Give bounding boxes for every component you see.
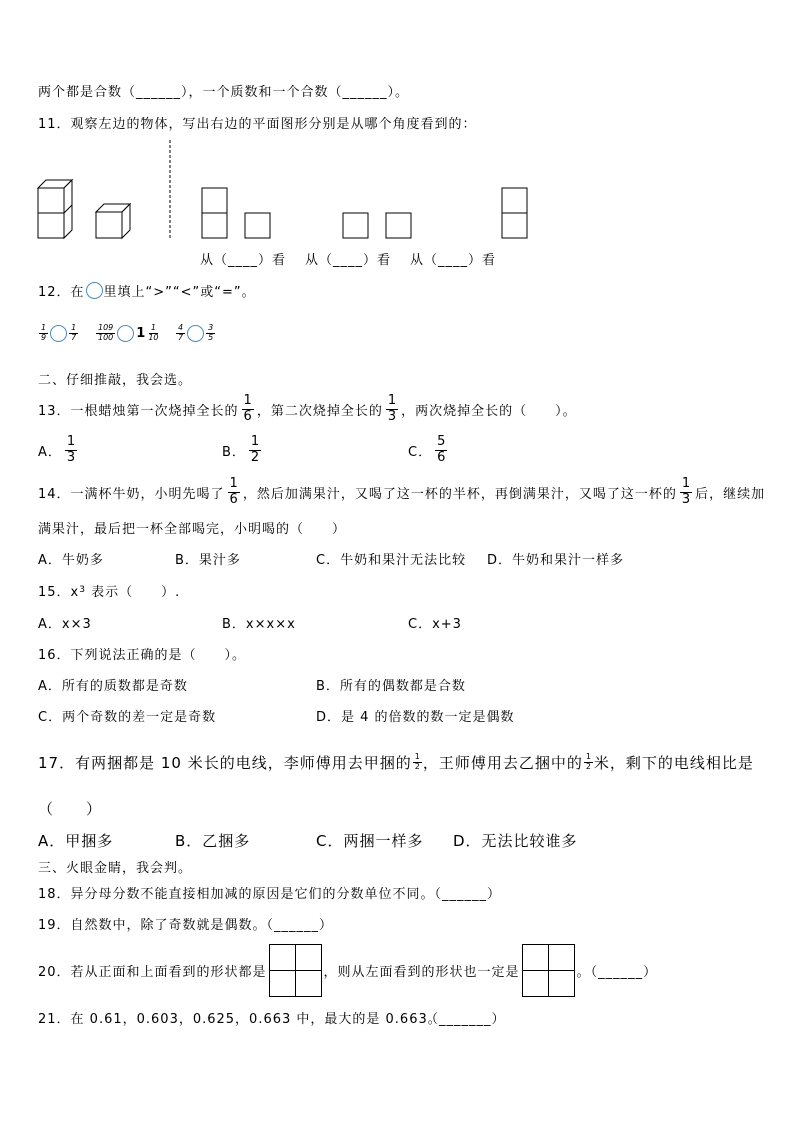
- q14-option-a: A．牛奶多: [38, 552, 104, 568]
- circle-icon: [187, 325, 204, 342]
- fraction: [386, 394, 398, 425]
- q19-statement: 19．自然数中，除了奇数就是偶数。（______）: [38, 917, 334, 933]
- view-shape-2: [343, 213, 411, 238]
- q20-text: ，则从左面看到的形状也一定是: [323, 964, 520, 980]
- q14-prompt-line2: 满果汁，最后把一杯全部喝完，小明喝的（ ）: [38, 521, 347, 537]
- denominator: 2: [250, 449, 260, 465]
- q17-option-c: C．两捆一样多: [316, 831, 424, 850]
- numerator: 1: [229, 475, 238, 491]
- numerator: 1: [71, 322, 77, 332]
- numerator: 1: [585, 752, 591, 762]
- q17-text: 米，剩下的电线相比是: [593, 753, 754, 772]
- q13-option-b: [222, 432, 264, 468]
- denominator: 10: [148, 332, 159, 342]
- q17-text: ，王师傅用去乙捆中的: [422, 753, 583, 772]
- q14-option-b: B．果汁多: [175, 552, 241, 568]
- q17-prompt-line2: （ ）: [38, 799, 103, 818]
- denominator: 7: [178, 332, 184, 342]
- q13-text: 13．一根蜡烛第一次烧掉全长的: [38, 403, 239, 419]
- q20-statement: [38, 943, 657, 997]
- numerator: 1: [387, 392, 397, 408]
- numerator: 1: [414, 752, 420, 762]
- q12-compare-pair: [175, 321, 216, 345]
- option-label: B．: [222, 444, 246, 460]
- q13-text: ，两次烧掉全长的（ ）。: [401, 403, 577, 419]
- denominator: 7: [71, 332, 77, 342]
- numerator: 1: [250, 433, 260, 449]
- numerator: 1: [41, 322, 47, 332]
- two-by-two-grid-shape: [522, 944, 575, 997]
- q10-continuation: 两个都是合数（______），一个质数和一个合数（______）。: [38, 84, 410, 100]
- view-square: [202, 213, 227, 238]
- numerator: 1: [681, 475, 691, 491]
- q13-option-c: [408, 432, 450, 468]
- denominator: 5: [208, 332, 214, 342]
- cube-face: [38, 188, 64, 213]
- q14-prompt-line1: [38, 474, 765, 510]
- q14-option-d: D．牛奶和果汁一样多: [487, 552, 625, 568]
- view-square: [343, 213, 368, 238]
- denominator: 2: [585, 761, 591, 771]
- circle-icon: [50, 325, 67, 342]
- q13-prompt: [38, 391, 577, 427]
- cube-face: [96, 212, 122, 238]
- fraction: [584, 753, 593, 771]
- fraction: [39, 324, 48, 343]
- q11-view-label: 从（____）看: [305, 252, 392, 268]
- numerator: 5: [437, 433, 446, 449]
- denominator: 100: [98, 332, 114, 342]
- numerator: 109: [98, 322, 114, 332]
- two-by-two-grid-shape: [269, 944, 322, 997]
- fraction: [176, 324, 185, 343]
- single-cube-drawing: [96, 204, 130, 238]
- q20-text: 。（______）: [576, 964, 658, 980]
- stacked-cubes-drawing: [38, 180, 72, 238]
- q11-view-label: 从（____）看: [410, 252, 497, 268]
- q14-text: 14．一满杯牛奶，小明先喝了: [38, 486, 225, 502]
- fraction: [680, 477, 692, 508]
- numerator: 1: [66, 433, 76, 449]
- q16-option-d: D．是 4 的倍数的数一定是偶数: [316, 709, 515, 725]
- q16-prompt: 16．下列说法正确的是（ ）。: [38, 647, 247, 663]
- fraction: [96, 324, 115, 343]
- numerator: 3: [208, 322, 214, 332]
- numerator: 4: [178, 322, 184, 332]
- fraction: [242, 394, 254, 425]
- q12-compare-pair: [95, 321, 162, 345]
- q17-option-a: A．甲捆多: [38, 831, 114, 850]
- q12-prompt: [38, 280, 256, 300]
- q18-statement: 18．异分母分数不能直接相加减的原因是它们的分数单位不同。（______）: [38, 886, 502, 902]
- q16-option-b: B．所有的偶数都是合数: [316, 678, 466, 694]
- q15-prompt: 15．x 3 表示（ ）.: [38, 580, 180, 600]
- denominator: 6: [437, 449, 446, 465]
- q15-option-b: B．x×x×x: [222, 616, 296, 632]
- q21-statement: 21．在 0.61，0.603，0.625，0.663 中，最大的是 0.663。: [38, 1011, 442, 1027]
- denominator: 3: [681, 491, 691, 507]
- fraction: [249, 435, 261, 466]
- q17-option-b: B．乙捆多: [175, 831, 251, 850]
- denominator: 6: [243, 408, 252, 424]
- q14-option-c: C．牛奶和果汁无法比较: [316, 552, 467, 568]
- q11-view-label: 从（____）看: [200, 252, 287, 268]
- q12-prompt-before: 12．在: [38, 284, 85, 300]
- view-shape-3: [502, 188, 527, 238]
- view-square: [245, 213, 270, 238]
- q16-option-c: C．两个奇数的差一定是奇数: [38, 709, 217, 725]
- denominator: 2: [414, 761, 420, 771]
- view-square: [386, 213, 411, 238]
- q11-figure: [0, 135, 560, 245]
- q13-text: ，第二次烧掉全长的: [256, 403, 383, 419]
- q14-text: 后，继续加: [695, 486, 766, 502]
- q15-text: 表示（ ）.: [85, 584, 181, 600]
- circle-icon: [117, 325, 134, 342]
- q16-option-a: A．所有的质数都是奇数: [38, 678, 188, 694]
- denominator: 3: [387, 408, 397, 424]
- option-label: C．: [408, 444, 433, 460]
- whole-number: 1: [136, 325, 146, 341]
- denominator: 9: [41, 332, 47, 342]
- numerator: 1: [243, 392, 252, 408]
- fraction: [65, 435, 77, 466]
- fraction: [146, 324, 160, 343]
- denominator: 3: [66, 449, 76, 465]
- section-heading: 三、火眼金睛，我会判。: [38, 860, 193, 876]
- numerator: 1: [150, 322, 156, 332]
- q13-option-a: [38, 432, 80, 468]
- q15-option-a: A．x×3: [38, 616, 92, 632]
- fraction: [206, 324, 215, 343]
- view-square: [502, 213, 527, 238]
- q21-answer-blank: （_______）: [425, 1011, 506, 1027]
- fraction: [69, 324, 78, 343]
- q17-option-d: D．无法比较谁多: [453, 831, 578, 850]
- fraction: [413, 753, 422, 771]
- denominator: 6: [229, 491, 238, 507]
- q20-text: 20．若从正面和上面看到的形状都是: [38, 964, 267, 980]
- q11-prompt: 11．观察左边的物体，写出右边的平面图形分别是从哪个角度看到的：: [38, 116, 477, 132]
- q15-option-c: C．x+3: [408, 616, 462, 632]
- option-label: A．: [38, 444, 62, 460]
- cube-face: [38, 213, 64, 238]
- q17-text: 17．有两捆都是 10 米长的电线，李师傅用去甲捆的: [38, 753, 412, 772]
- q17-prompt-line1: [38, 750, 754, 774]
- fraction: [435, 435, 447, 466]
- view-square: [202, 188, 227, 213]
- section-heading: 二、仔细推敲，我会选。: [38, 372, 193, 388]
- q14-text: ，然后加满果汁，又喝了这一杯的半杯，再倒满果汁，又喝了这一杯的: [242, 486, 677, 502]
- q12-prompt-after: 里填上“>”“<”或“=”。: [103, 284, 256, 300]
- q15-text: 15．x: [38, 584, 80, 600]
- q12-compare-pair: [38, 321, 79, 345]
- view-square: [502, 188, 527, 213]
- view-shape-1: [202, 188, 270, 238]
- circle-icon: [86, 282, 103, 299]
- fraction: [228, 477, 240, 508]
